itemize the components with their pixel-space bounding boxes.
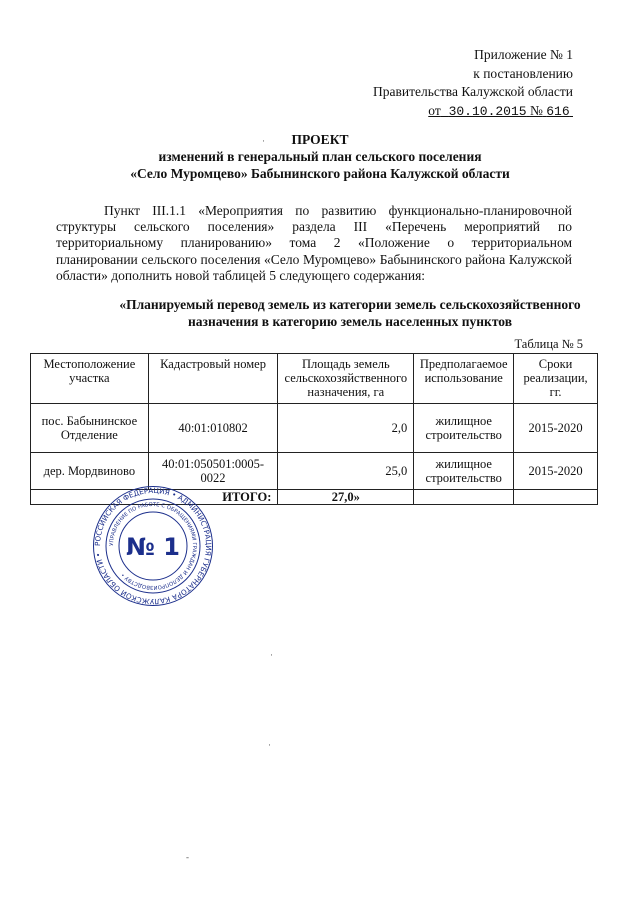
doc-title: ПРОЕКТ bbox=[291, 132, 349, 147]
number-prefix: № bbox=[529, 102, 543, 118]
cell-area: 25,0 bbox=[278, 453, 414, 490]
header-area: Площадь земель сельскохозяйственного назначения, га bbox=[278, 354, 414, 404]
cell-terms: 2015-2020 bbox=[514, 404, 598, 453]
date-prefix: от bbox=[428, 102, 441, 118]
cell-area: 2,0 bbox=[278, 404, 414, 453]
doc-subtitle-1: изменений в генеральный план сельского поселения bbox=[158, 149, 482, 164]
body-paragraph: Пункт III.1.1 «Мероприятия по развитию функционально-планировочной структуры сельского поселения» раздела III «Перечень мероприятий по территориальному планированию» тома 2 «Положение о территориальном планировании сельского поселения «Село Муромцево» Бабынинского района Калужской области» дополнить новой таблицей 5 следующего содержания: bbox=[56, 203, 572, 283]
scan-dot: · bbox=[270, 650, 273, 660]
doc-subtitle-2: «Село Муромцево» Бабынинского района Калужской области bbox=[130, 166, 510, 181]
cell-terms: 2015-2020 bbox=[514, 453, 598, 490]
seal-inner-text: УПРАВЛЕНИЕ ПО РАБОТЕ С ОБРАЩЕНИЯМИ ГРАЖДАН И ДЕЛОПРОИЗВОДСТВУ • bbox=[108, 501, 198, 591]
resolution-number: 616 bbox=[546, 103, 570, 119]
appendix-line-1: Приложение № 1 bbox=[474, 47, 573, 62]
resolution-date: 30.10.2015 bbox=[448, 103, 527, 119]
cell-usage: жилищное строительство bbox=[414, 453, 514, 490]
total-value: 27,0» bbox=[278, 490, 414, 505]
scan-dot: - bbox=[186, 852, 189, 862]
cell-location: дер. Мордвиново bbox=[31, 453, 149, 490]
cell-location: пос. Бабынинское Отделение bbox=[31, 404, 149, 453]
cell-empty bbox=[414, 490, 514, 505]
scan-dot: · bbox=[262, 136, 265, 146]
official-seal-icon bbox=[92, 485, 214, 607]
appendix-line-2: к постановлению bbox=[473, 65, 573, 81]
header-terms: Сроки реализации, гг. bbox=[514, 354, 598, 404]
table-header-row bbox=[31, 354, 598, 404]
appendix-block bbox=[373, 46, 573, 121]
table-row bbox=[31, 404, 598, 453]
total-label: ИТОГО: bbox=[31, 490, 278, 505]
cell-cadastral: 40:01:010802 bbox=[148, 404, 278, 453]
header-location: Местоположение участка bbox=[31, 354, 149, 404]
cell-usage: жилищное строительство bbox=[414, 404, 514, 453]
table-row bbox=[31, 453, 598, 490]
seal-outer-text: РОССИЙСКАЯ ФЕДЕРАЦИЯ • АДМИНИСТРАЦИЯ ГУБЕРНАТОРА КАЛУЖСКОЙ ОБЛАСТИ • bbox=[92, 485, 214, 607]
header-usage: Предполагаемое использование bbox=[414, 354, 514, 404]
header-cadastral: Кадастровый номер bbox=[148, 354, 278, 404]
table-number: Таблица № 5 bbox=[514, 337, 583, 351]
appendix-date-line bbox=[373, 102, 573, 122]
cell-empty bbox=[514, 490, 598, 505]
scan-dot: · bbox=[268, 740, 271, 750]
appendix-line-3: Правительства Калужской области bbox=[372, 84, 573, 99]
table-title: «Планируемый перевод земель из категории земель сельскохозяйственного назначения в категорию земель населенных пунктов bbox=[119, 297, 581, 329]
land-table bbox=[30, 353, 598, 505]
cell-cadastral: 40:01:050501:0005-0022 bbox=[148, 453, 278, 490]
seal-number: № 1 bbox=[126, 533, 180, 561]
